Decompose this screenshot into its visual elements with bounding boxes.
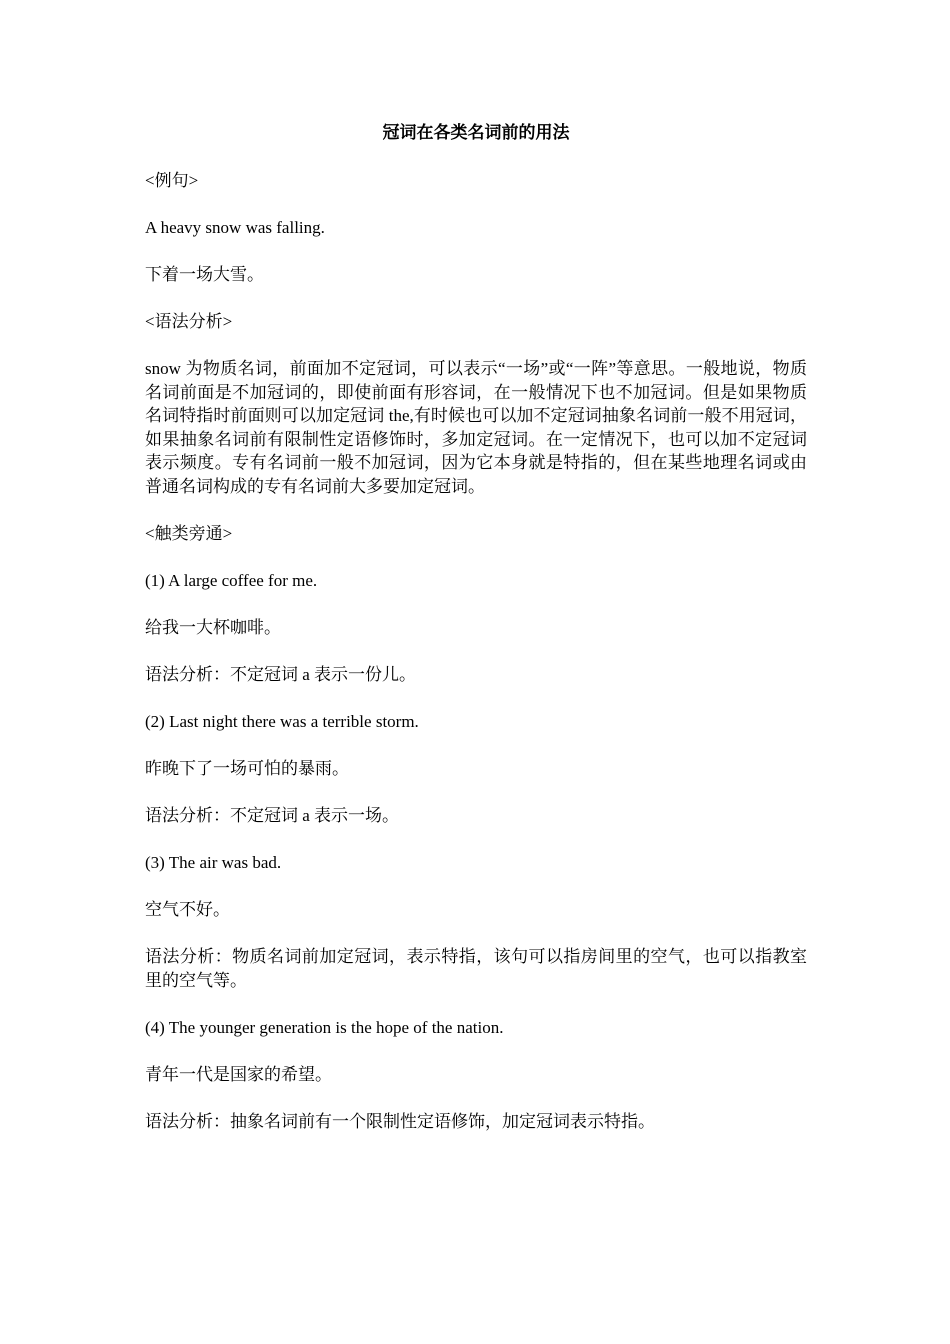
item-1-zh: 给我一大杯咖啡。 (145, 618, 281, 637)
example-sentence-zh: 下着一场大雪。 (145, 265, 264, 284)
analysis-body: snow 为物质名词，前面加不定冠词，可以表示“一场”或“一阵”等意思。一般地说，物质名词前面是不加冠词的，即使前面有形容词，在一般情况下也不加冠词。但是如果物质名词特指时前面则可以加定冠词 the,有时候也可以加不定冠词抽象名词前一般不用冠词，如果抽象名词前有限制性定语修饰时，多加定冠词。在一定情况下，也可以加不定冠词表示频度。专有名词前一般不加冠词，因为它本身就是特指的，但在某些地理名词或由普通名词构成的专有名词前大多要加定冠词。 (145, 359, 807, 496)
item-4-zh: 青年一代是国家的希望。 (145, 1064, 332, 1084)
item-2-note: 语法分析：不定冠词 a 表示一场。 (145, 806, 400, 825)
item-3-en: (3) The air was bad. (145, 853, 282, 872)
item-3-zh: 空气不好。 (145, 900, 230, 919)
item-2-en: (2) Last night there was a terrible storm. (145, 712, 419, 731)
extension-header: <触类旁通> (145, 524, 233, 543)
example-sentence-en: A heavy snow was falling. (145, 218, 325, 237)
example-header: <例句> (145, 171, 199, 190)
analysis-header: <语法分析> (145, 312, 233, 331)
document-page (145, 121, 807, 1157)
item-4-note: 语法分析：抽象名词前有一个限制性定语修饰，加定冠词表示特指。 (145, 1111, 655, 1131)
item-1-note: 语法分析：不定冠词 a 表示一份儿。 (145, 665, 417, 684)
item-3-note: 语法分析：物质名词前加定冠词，表示特指，该句可以指房间里的空气，也可以指教室里的空气等。 (145, 947, 807, 990)
document-title: 冠词在各类名词前的用法 (382, 123, 570, 142)
item-1-en: (1) A large coffee for me. (145, 571, 318, 590)
item-2-zh: 昨晚下了一场可怕的暴雨。 (145, 759, 349, 778)
item-4-en: (4) The younger generation is the hope of the nation. (145, 1017, 504, 1037)
